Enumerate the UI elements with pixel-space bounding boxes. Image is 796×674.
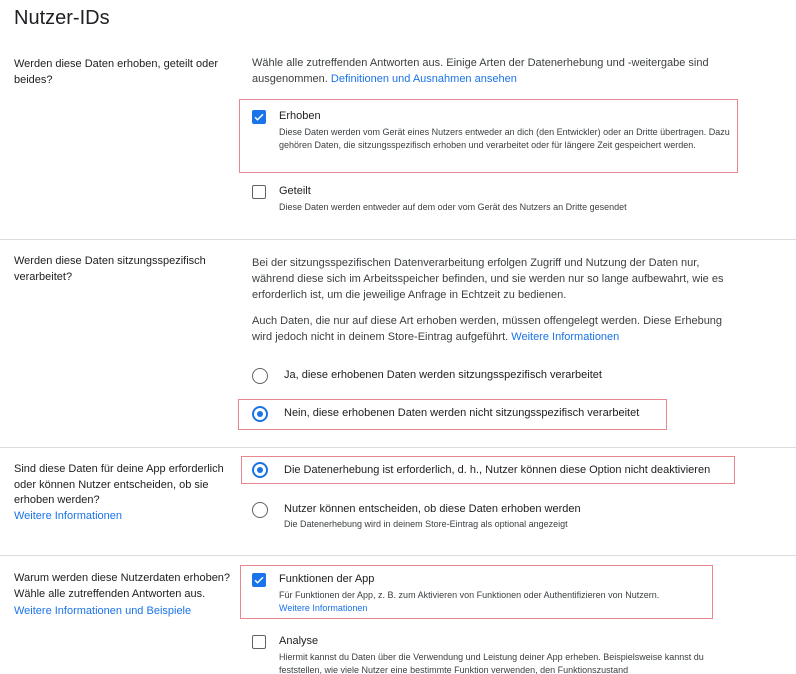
required-label: Die Datenerhebung ist erforderlich, d. h., Nutzer können diese Option nicht deaktivieren: [284, 464, 711, 476]
section-divider: [0, 239, 796, 240]
optional-radio[interactable]: [252, 502, 268, 518]
app-functionality-label: Funktionen der App: [279, 573, 375, 585]
q2-text1: Bei der sitzungsspezifischen Datenverarbeitung erfolgen Zugriff und Nutzung der Daten nur, während diese sich im Arbeitsspeicher befinden, und sie werden nur so lange aufbewahrt, wie es erforderlich ist, um die jeweilige Anfrage in Echtzeit zu bedienen.: [252, 257, 724, 301]
page-title: Nutzer-IDs: [14, 7, 110, 29]
required-radio[interactable]: [252, 462, 268, 478]
shared-label: Geteilt: [279, 185, 311, 197]
analytics-description: Hiermit kannst du Daten über die Verwendung und Leistung deiner App erheben. Beispielsweise kannst du feststellen, wie viele Nutzer eine bestimmte Funktion verwenden, den Funktionszustand: [279, 652, 704, 674]
analytics-checkbox[interactable]: [252, 635, 266, 649]
checkmark-icon: [253, 111, 265, 123]
collected-label: Erhoben: [279, 110, 321, 122]
checkmark-icon: [253, 574, 265, 586]
shared-checkbox[interactable]: [252, 185, 266, 199]
question-ephemeral: Werden diese Daten sitzungsspezifisch verarbeitet?: [14, 255, 206, 283]
ephemeral-no-radio[interactable]: [252, 406, 268, 422]
q2-text2: Auch Daten, die nur auf diese Art erhoben werden, müssen offengelegt werden. Diese Erhebung wird jedoch nicht in deinem Store-Eintrag aufgeführt.: [252, 315, 723, 343]
app-functionality-text: Für Funktionen der App, z. B. zum Aktivieren von Funktionen oder Authentifizieren von Nutzern.: [279, 590, 660, 600]
question-collected-shared: Werden diese Daten erhoben, geteilt oder beides?: [14, 58, 219, 86]
app-functionality-checkbox[interactable]: [252, 573, 266, 587]
definitions-link[interactable]: Definitionen und Ausnahmen ansehen: [330, 73, 517, 85]
collected-description: Diese Daten werden vom Gerät eines Nutzers entweder an dich (den Entwickler) oder an Dritte übertragen. Dazu gehören Daten, die sitzungsspezifisch erhoben und verarbeitet oder für längere Zeit gespeichert werden.: [279, 127, 730, 150]
ephemeral-no-label: Nein, diese erhobenen Daten werden nicht sitzungsspezifisch verarbeitet: [284, 407, 640, 419]
question-required-optional: [14, 462, 236, 524]
app-functionality-description: [279, 589, 709, 614]
q3-label-text: Sind diese Daten für deine App erforderlich oder können Nutzer entscheiden, ob sie erhoben werden?: [14, 463, 224, 506]
app-functionality-learn-more-link[interactable]: Weitere Informationen: [279, 602, 368, 613]
analytics-label: Analyse: [279, 635, 319, 647]
required-learn-more-link[interactable]: Weitere Informationen: [14, 509, 123, 522]
shared-description: Diese Daten werden entweder auf dem oder vom Gerät des Nutzers an Dritte gesendet: [279, 202, 627, 212]
optional-description: Die Datenerhebung wird in deinem Store-Eintrag als optional angezeigt: [284, 519, 568, 529]
section-divider: [0, 447, 796, 448]
ephemeral-yes-radio[interactable]: [252, 368, 268, 384]
collected-checkbox[interactable]: [252, 110, 266, 124]
question-purpose: [14, 571, 236, 620]
q2-instructions: [252, 313, 742, 345]
purpose-learn-more-link[interactable]: Weitere Informationen und Beispiele: [14, 605, 192, 617]
section-divider: [0, 555, 796, 556]
ephemeral-learn-more-link[interactable]: Weitere Informationen: [511, 331, 620, 343]
optional-label: Nutzer können entscheiden, ob diese Daten erhoben werden: [284, 503, 581, 515]
q1-text: Wähle alle zutreffenden Antworten aus. Einige Arten der Datenerhebung und -weitergabe sind ausgenommen.: [252, 57, 709, 85]
q4-label-text: Warum werden diese Nutzerdaten erhoben? Wähle alle zutreffenden Antworten aus.: [14, 572, 231, 600]
q1-instructions: [252, 55, 742, 87]
ephemeral-yes-label: Ja, diese erhobenen Daten werden sitzungsspezifisch verarbeitet: [284, 369, 602, 381]
